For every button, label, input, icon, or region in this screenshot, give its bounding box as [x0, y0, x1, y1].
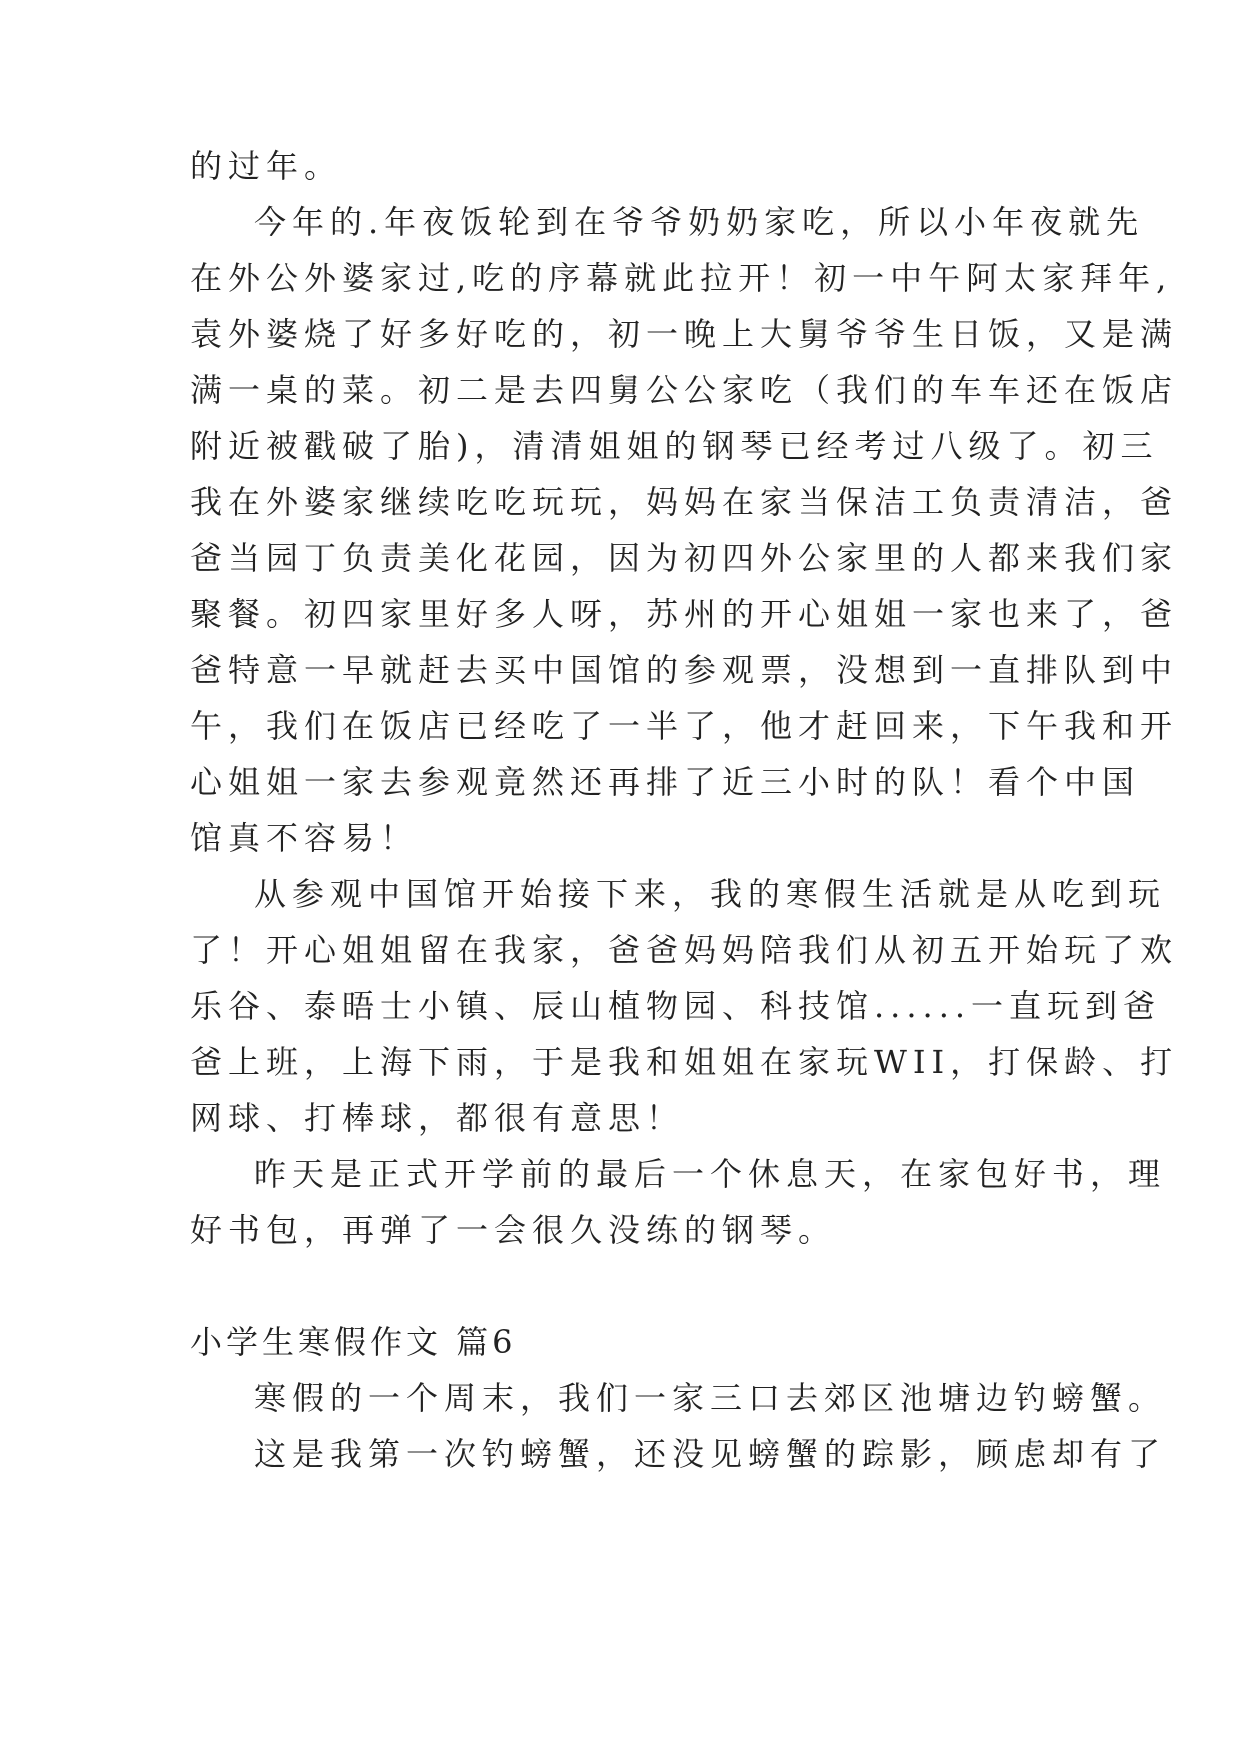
- text-line: 心姐姐一家去参观竟然还再排了近三小时的队！看个中国: [190, 763, 1141, 801]
- text-line: 馆真不容易！: [190, 819, 419, 857]
- paragraph-start-line: 这是我第一次钓螃蟹，还没见螃蟹的踪影，顾虑却有了: [254, 1435, 1167, 1473]
- text-line: 爸上班，上海下雨，于是我和姐姐在家玩WII，打保龄、打: [190, 1043, 1179, 1081]
- text-line: 网球、打棒球，都很有意思！: [190, 1099, 685, 1137]
- paragraph-start-line: 从参观中国馆开始接下来，我的寒假生活就是从吃到玩: [254, 875, 1167, 913]
- text-line: 在外公外婆家过,吃的序幕就此拉开！初一中午阿太家拜年,: [190, 259, 1173, 297]
- text-line: 好书包，再弹了一会很久没练的钢琴。: [190, 1211, 837, 1249]
- text-line: 爸当园丁负责美化花园，因为初四外公家里的人都来我们家: [190, 539, 1179, 577]
- text-line: 午，我们在饭店已经吃了一半了，他才赶回来，下午我和开: [190, 707, 1179, 745]
- text-line: 了！开心姐姐留在我家，爸爸妈妈陪我们从初五开始玩了欢: [190, 931, 1179, 969]
- paragraph-start-line: 昨天是正式开学前的最后一个休息天，在家包好书，理: [254, 1155, 1167, 1193]
- section-heading: 小学生寒假作文 篇6: [190, 1323, 517, 1361]
- text-line: 我在外婆家继续吃吃玩玩，妈妈在家当保洁工负责清洁，爸: [190, 483, 1179, 521]
- text-line: 爸特意一早就赶去买中国馆的参观票，没想到一直排队到中: [190, 651, 1179, 689]
- text-line: 袁外婆烧了好多好吃的，初一晚上大舅爷爷生日饭，又是满: [190, 315, 1179, 353]
- text-line: 满一桌的菜。初二是去四舅公公家吃（我们的车车还在饭店: [190, 371, 1179, 409]
- text-line: 附近被戳破了胎)，清清姐姐的钢琴已经考过八级了。初三: [190, 427, 1159, 465]
- text-line: 的过年。: [190, 147, 343, 185]
- paragraph-start-line: 寒假的一个周末，我们一家三口去郊区池塘边钓螃蟹。: [254, 1379, 1167, 1417]
- paragraph-start-line: 今年的.年夜饭轮到在爷爷奶奶家吃，所以小年夜就先: [254, 203, 1145, 241]
- text-line: 聚餐。初四家里好多人呀，苏州的开心姐姐一家也来了，爸: [190, 595, 1179, 633]
- text-line: 乐谷、泰晤士小镇、辰山植物园、科技馆......一直玩到爸: [190, 987, 1162, 1025]
